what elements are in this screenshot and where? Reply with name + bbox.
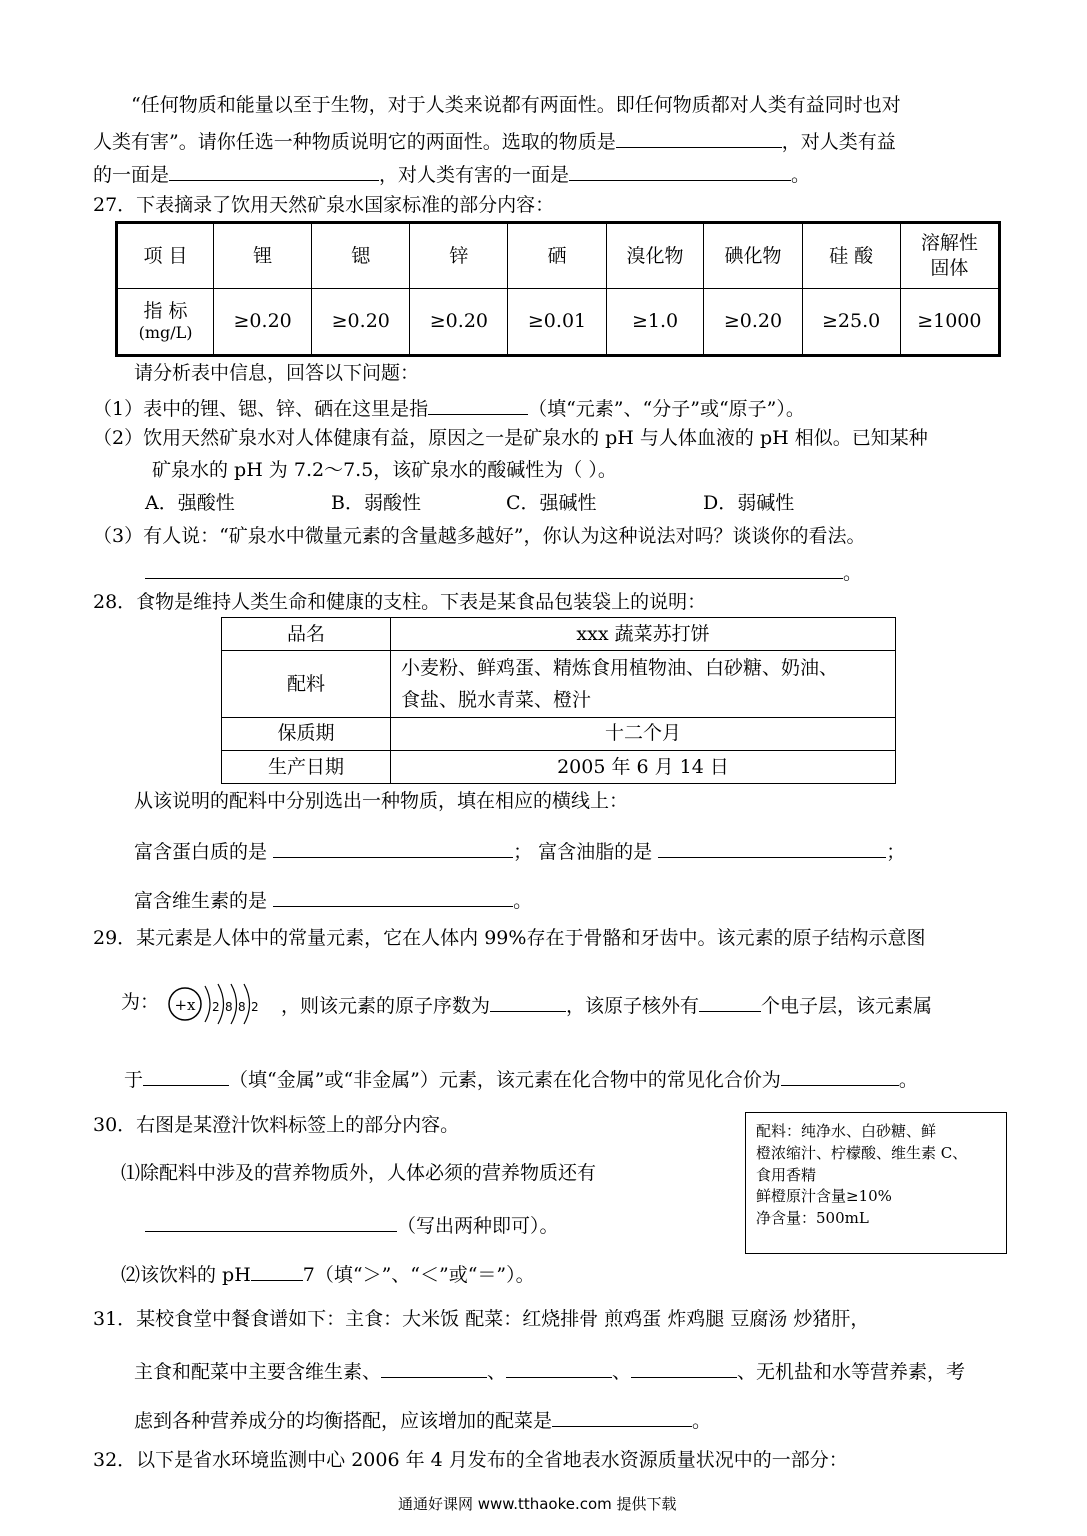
label-line: 配料：纯净水、白砂糖、鲜 bbox=[756, 1122, 937, 1140]
answer-blank[interactable] bbox=[273, 888, 513, 907]
table-header-se: 硒 bbox=[508, 223, 606, 289]
answer-blank[interactable] bbox=[143, 1067, 229, 1086]
table-cell: ≥0.20 bbox=[704, 289, 802, 356]
table-header-bromide: 溴化物 bbox=[606, 223, 704, 289]
q28-instruction: 从该说明的配料中分别选出一种物质，填在相应的横线上： bbox=[134, 790, 629, 812]
answer-blank[interactable] bbox=[273, 839, 513, 858]
q28-fill-1: 富含蛋白质的是 ； 富含油脂的是 ； bbox=[134, 841, 906, 863]
intro-line-3: 的一面是 ，对人类有害的一面是 。 bbox=[93, 164, 811, 186]
shell-2-electrons: 8 bbox=[225, 1000, 233, 1014]
atom-structure-diagram bbox=[163, 980, 275, 1028]
q30-part-1-answer: （写出两种即可）。 bbox=[145, 1213, 559, 1236]
label-line: 食用香精 bbox=[756, 1165, 817, 1184]
table-cell: ≥0.20 bbox=[410, 289, 508, 356]
row-key: 保质期 bbox=[222, 717, 391, 750]
answer-blank[interactable] bbox=[616, 129, 782, 148]
row-value: xxx 蔬菜苏打饼 bbox=[391, 618, 896, 651]
intro-line-2: 人类有害”。请你任选一种物质说明它的两面性。选取的物质是 ，对人类有益 bbox=[93, 131, 896, 153]
option-d[interactable]: D．弱碱性 bbox=[703, 492, 795, 514]
row-key: 品名 bbox=[222, 618, 391, 651]
table-header-sr: 锶 bbox=[312, 223, 410, 289]
food-label-table bbox=[221, 617, 896, 784]
answer-blank[interactable] bbox=[569, 162, 791, 181]
row-value: 2005 年 6 月 14 日 bbox=[391, 750, 896, 783]
shell-4-electrons: 2 bbox=[251, 1000, 259, 1014]
option-c[interactable]: C．强碱性 bbox=[506, 492, 597, 514]
row-key: 配料 bbox=[222, 651, 391, 717]
row-value: 十二个月 bbox=[391, 717, 896, 750]
nucleus-charge: +x bbox=[174, 996, 196, 1014]
table-cell: ≥0.20 bbox=[214, 289, 312, 356]
intro-line-1: “任何物质和能量以至于生物，对于人类来说都有两面性。即任何物质都对人类有益同时也对 bbox=[131, 94, 901, 116]
q31-line-2: 主食和配菜中主要含维生素、 、 、 、无机盐和水等营养素，考 bbox=[134, 1361, 966, 1383]
table-header-silicic: 硅 酸 bbox=[802, 223, 900, 289]
q30-part-2: ⑵该饮料的 pH 7（填“＞”、“＜”或“＝”）。 bbox=[121, 1264, 535, 1286]
option-b[interactable]: B．弱酸性 bbox=[331, 492, 421, 514]
table-cell: ≥25.0 bbox=[802, 289, 900, 356]
page-footer: 通通好课网 www.tthaoke.com 提供下载 bbox=[398, 1495, 677, 1513]
q28-title: 28．食物是维持人类生命和健康的支柱。下表是某食品包装袋上的说明： bbox=[93, 591, 707, 613]
answer-blank[interactable] bbox=[552, 1408, 692, 1427]
q29-line-3: 于 （填“金属”或“非金属”）元素，该元素在化合物中的常见化合价为 。 bbox=[124, 1069, 918, 1091]
answer-blank[interactable] bbox=[169, 162, 379, 181]
table-header-zn: 锌 bbox=[410, 223, 508, 289]
table-header-iodide: 碘化物 bbox=[704, 223, 802, 289]
q27-title: 27．下表摘录了饮用天然矿泉水国家标准的部分内容： bbox=[93, 194, 555, 216]
q29-line-2: ，则该元素的原子序数为 ，该原子核外有 个电子层，该元素属 bbox=[281, 995, 933, 1017]
mineral-water-standard-table bbox=[115, 221, 1001, 357]
q27-part-2-line-1: （2）饮用天然矿泉水对人体健康有益，原因之一是矿泉水的 pH 与人体血液的 pH 相似。已知某种 bbox=[93, 427, 928, 449]
q27-part-1: （1）表中的锂、锶、锌、硒在这里是指 （填“元素”、“分子”或“原子”）。 bbox=[93, 398, 805, 420]
row-value: 小麦粉、鲜鸡蛋、精炼食用植物油、白砂糖、奶油、 食盐、脱水青菜、橙汁 bbox=[391, 651, 896, 717]
table-header-li: 锂 bbox=[214, 223, 312, 289]
answer-blank[interactable] bbox=[658, 839, 886, 858]
table-header-item: 项 目 bbox=[117, 223, 214, 289]
answer-blank[interactable] bbox=[145, 560, 843, 579]
q29-line-1: 29．某元素是人体中的常量元素，它在人体内 99%存在于骨骼和牙齿中。该元素的原子结构示意图 bbox=[93, 927, 926, 949]
answer-blank[interactable] bbox=[381, 1359, 487, 1378]
option-a[interactable]: A．强酸性 bbox=[145, 492, 235, 514]
answer-blank[interactable] bbox=[699, 993, 761, 1012]
answer-blank[interactable] bbox=[428, 396, 528, 415]
q30-title: 30．右图是某澄汁饮料标签上的部分内容。 bbox=[93, 1114, 460, 1136]
q27-prompt: 请分析表中信息，回答以下问题： bbox=[134, 362, 420, 384]
q31-line-1: 31．某校食堂中餐食谱如下：主食：大米饭 配菜：红烧排骨 煎鸡蛋 炸鸡腿 豆腐汤 炒猪肝， bbox=[93, 1308, 870, 1330]
table-cell: ≥0.20 bbox=[312, 289, 410, 356]
table-header-solids: 溶解性 固体 bbox=[900, 223, 999, 289]
answer-blank[interactable] bbox=[781, 1067, 899, 1086]
q32-title: 32．以下是省水环境监测中心 2006 年 4 月发布的全省地表水资源质量状况中的一部分： bbox=[93, 1449, 848, 1471]
shell-1-electrons: 2 bbox=[212, 1000, 220, 1014]
shell-3-electrons: 8 bbox=[238, 1000, 246, 1014]
q27-part-3-answer: 。 bbox=[145, 560, 862, 583]
label-line: 鲜橙原汁含量≥10% bbox=[756, 1187, 892, 1206]
row-key: 生产日期 bbox=[222, 750, 391, 783]
answer-blank[interactable] bbox=[490, 993, 566, 1012]
table-cell: ≥1.0 bbox=[606, 289, 704, 356]
answer-blank[interactable] bbox=[251, 1262, 303, 1281]
q31-line-3: 虑到各种营养成分的均衡搭配，应该增加的配菜是 。 bbox=[134, 1410, 712, 1432]
q27-part-2-line-2: 矿泉水的 pH 为 7.2～7.5，该矿泉水的酸碱性为（ ）。 bbox=[152, 459, 617, 481]
q28-fill-2: 富含维生素的是 。 bbox=[134, 890, 533, 912]
q29-line-2-prefix: 为： bbox=[121, 991, 160, 1013]
table-row-label: 指 标 (mg/L) bbox=[117, 289, 214, 356]
label-line: 净含量：500mL bbox=[756, 1209, 869, 1227]
answer-blank[interactable] bbox=[506, 1359, 612, 1378]
juice-label-box bbox=[745, 1112, 1007, 1254]
answer-blank[interactable] bbox=[145, 1213, 397, 1232]
label-line: 橙浓缩汁、柠檬酸、维生素 C、 bbox=[756, 1143, 968, 1162]
table-cell: ≥1000 bbox=[900, 289, 999, 356]
q30-part-1: ⑴除配料中涉及的营养物质外，人体必须的营养物质还有 bbox=[121, 1162, 597, 1184]
q27-part-3: （3）有人说：“矿泉水中微量元素的含量越多越好”，你认为这种说法对吗？谈谈你的看法。 bbox=[93, 525, 866, 547]
table-cell: ≥0.01 bbox=[508, 289, 606, 356]
answer-blank[interactable] bbox=[631, 1359, 737, 1378]
